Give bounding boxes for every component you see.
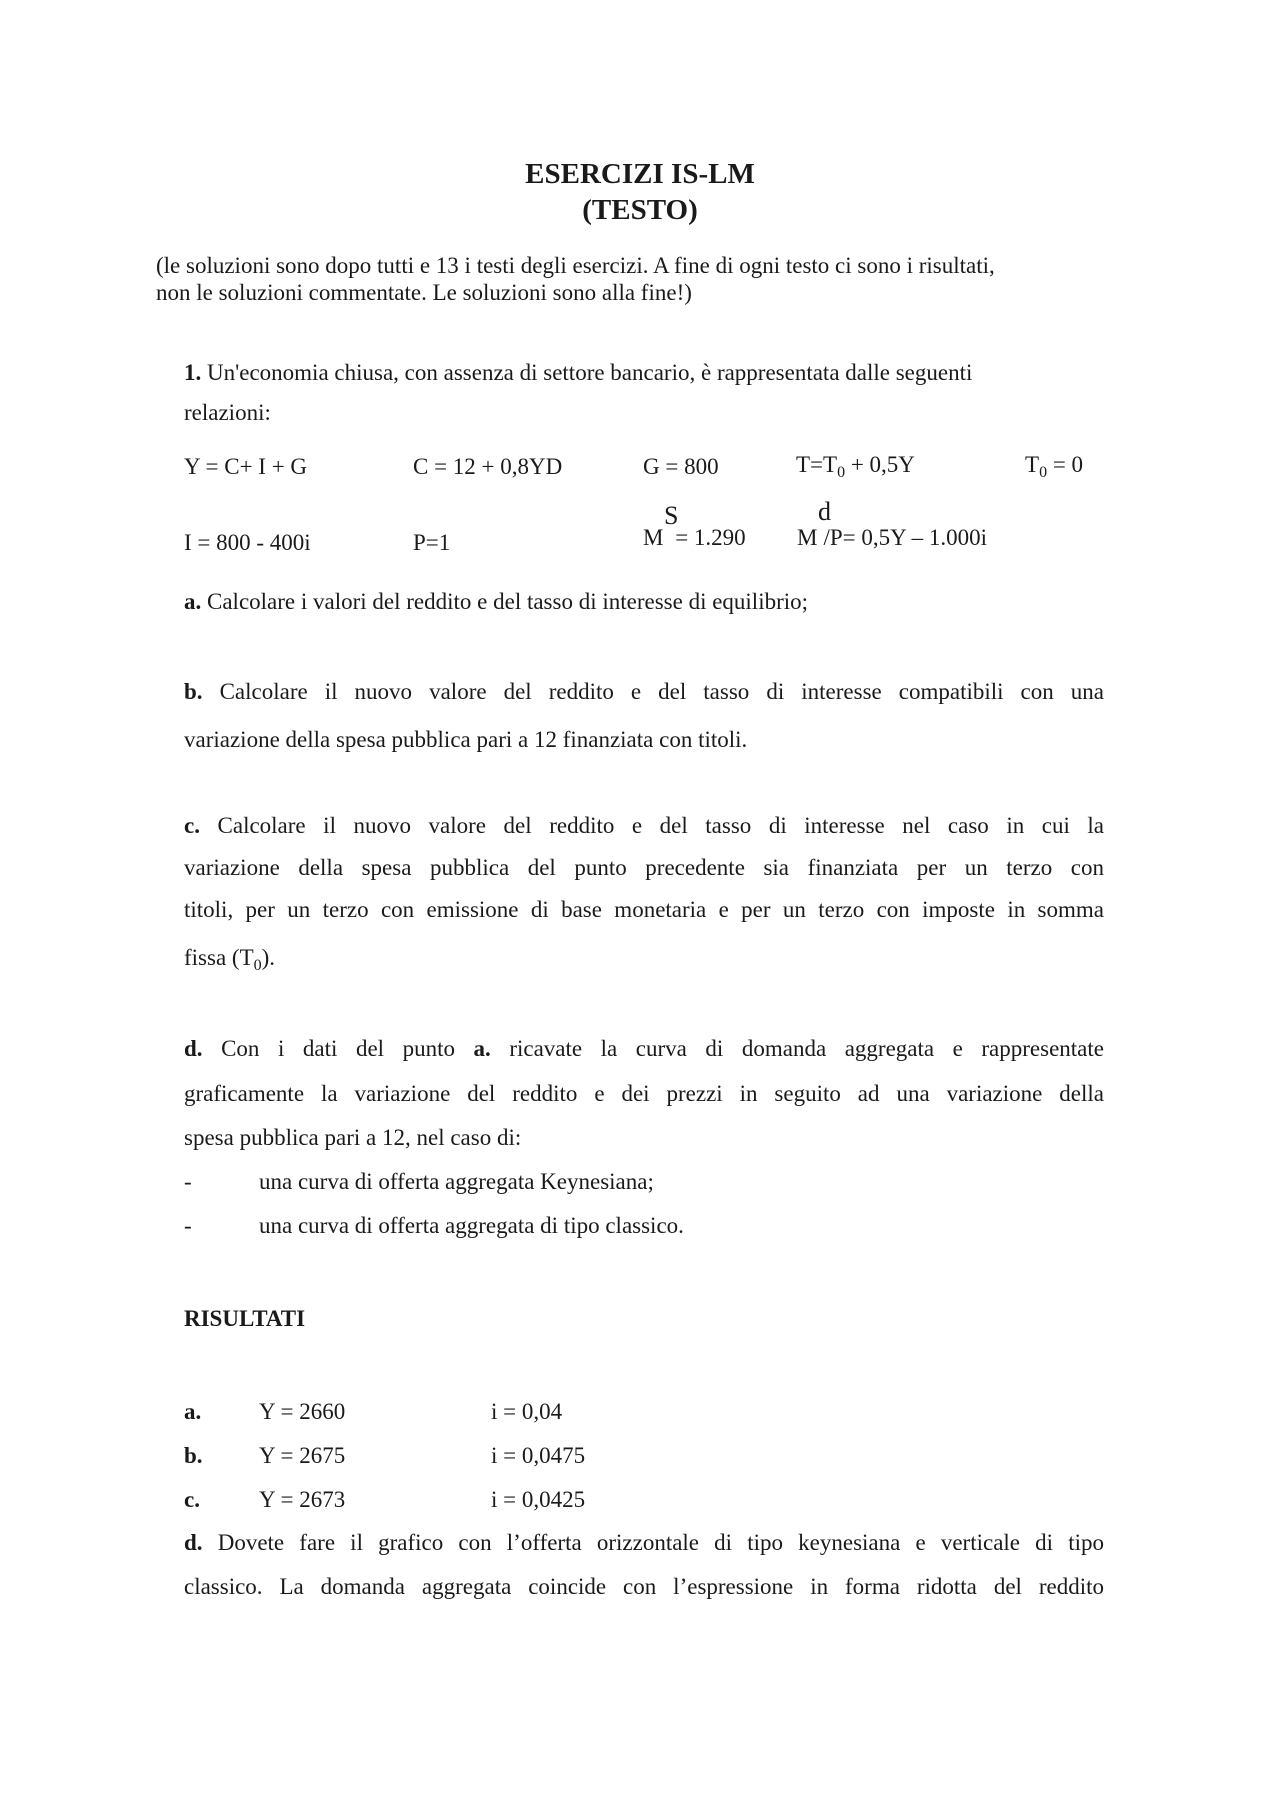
money-supply-superscript: S [664, 501, 679, 530]
question-c-line-2: variazione della spesa pubblica del punto precedente sia finanziata per un terzo con [184, 855, 1104, 880]
question-d-line-1: d. Con i dati del punto a. ricavate la curva di domanda aggregata e rappresentate [184, 1036, 1104, 1061]
result-c-interest: i = 0,0425 [491, 1487, 586, 1512]
bullet-text-keynesian: una curva di offerta aggregata Keynesiana; [259, 1169, 654, 1194]
exercise-1-intro-line-2: relazioni: [184, 400, 271, 425]
equation-t: $T=T_0 + 0,5Y$ [796, 452, 915, 481]
question-d-line-2: graficamente la variazione del reddito e dei prezzi in seguito ad una variazione della [184, 1081, 1104, 1106]
money-demand-superscript: d [818, 497, 831, 526]
result-a-label: a. [184, 1399, 202, 1424]
equation-g: G = 800 [643, 454, 719, 479]
bullet-text-classic: una curva di offerta aggregata di tipo classico. [259, 1213, 684, 1238]
result-d-line-1: d. Dovete fare il grafico con l’offerta orizzontale di tipo keynesiana e verticale di tipo [184, 1530, 1105, 1555]
question-a: a. Calcolare i valori del reddito e del tasso di interesse di equilibrio; [184, 589, 809, 614]
equation-p: P=1 [413, 530, 451, 555]
result-a-income: Y = 2660 [259, 1399, 346, 1424]
equation-i: I = 800 - 400i [184, 530, 311, 555]
intro-line-2: non le soluzioni commentate. Le soluzioni sono alla fine!) [156, 280, 692, 305]
result-c-label: c. [184, 1487, 200, 1512]
equation-t0: $T_0 = 0$ [1025, 452, 1084, 481]
exercise-intro-text: Un'economia chiusa, con assenza di settore bancario, è rappresentata dalle seguenti [207, 360, 973, 385]
result-b-interest: i = 0,0475 [491, 1443, 586, 1468]
page-title: ESERCIZI IS-LM [525, 158, 755, 190]
question-b-line-2: variazione della spesa pubblica pari a 12 finanziata con titoli. [184, 727, 748, 752]
page-subtitle: (TESTO) [582, 194, 698, 226]
result-b-income: Y = 2675 [259, 1443, 346, 1468]
result-d-line-2: classico. La domanda aggregata coincide con l’espressione in forma ridotta del reddito [184, 1574, 1104, 1599]
equation-y: Y = C+ I + G [184, 454, 308, 479]
bullet-dash-1: - [184, 1169, 192, 1194]
result-c-income: Y = 2673 [259, 1487, 346, 1512]
question-c-line-1: c. Calcolare il nuovo valore del reddito e del tasso di interesse nel caso in cui la [184, 813, 1104, 838]
question-d-line-3: spesa pubblica pari a 12, nel caso di: [184, 1125, 522, 1150]
bullet-dash-2: - [184, 1213, 192, 1238]
intro-line-1: (le soluzioni sono dopo tutti e 13 i testi degli esercizi. A fine di ogni testo ci sono i risultati, [156, 253, 995, 278]
equation-money-supply: M = 1.290 [643, 525, 746, 550]
question-c-line-3: titoli, per un terzo con emissione di base monetaria e per un terzo con imposte in somma [184, 897, 1104, 922]
results-heading: RISULTATI [184, 1306, 306, 1331]
question-b-line-1: b. Calcolare il nuovo valore del reddito e del tasso di interesse compatibili con una [184, 679, 1105, 704]
equation-c: C = 12 + 0,8YD [413, 454, 563, 479]
exercise-1-intro [184, 360, 972, 386]
result-b-label: b. [184, 1443, 203, 1468]
question-c-line-4: fissa $(T_0)$. [184, 945, 276, 974]
equation-money-demand: M /P= 0,5Y – 1.000i [797, 525, 988, 550]
exercise-number: 1. [184, 360, 202, 385]
result-a-interest: i = 0,04 [491, 1399, 563, 1424]
